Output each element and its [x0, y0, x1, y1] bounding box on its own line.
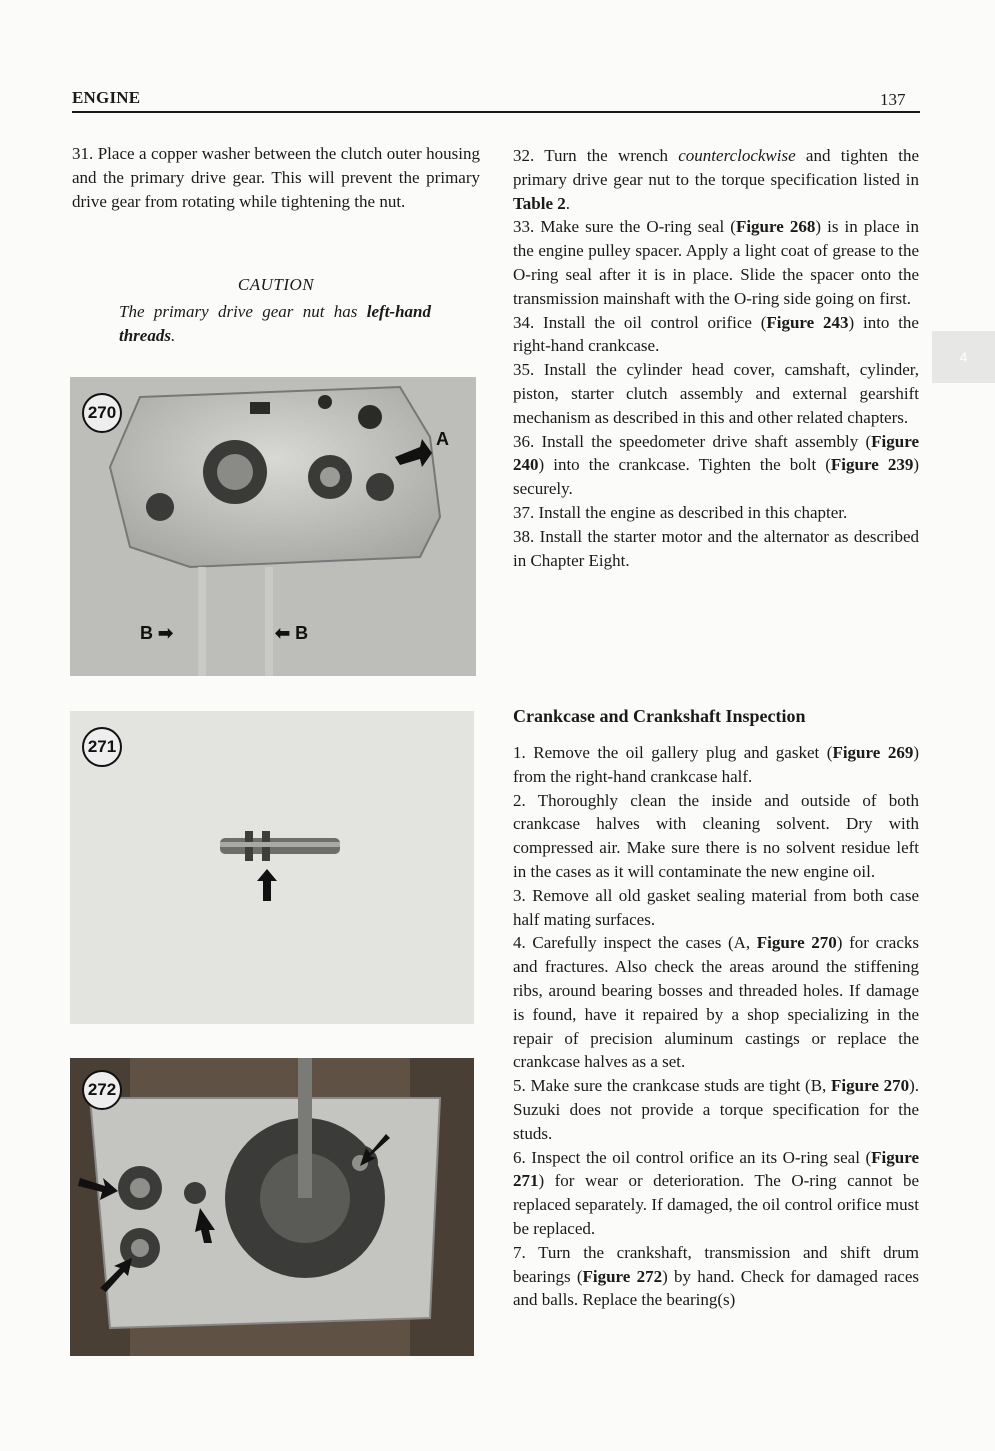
- figure-270-number: 270: [82, 393, 122, 433]
- arrow-left-icon: ⬅: [275, 623, 291, 643]
- left-column: [72, 142, 480, 213]
- step-37: 37. Install the engine as described in this chapter.: [513, 502, 848, 522]
- figure-272-photo: [70, 1058, 474, 1356]
- figure-271-photo: [70, 711, 474, 1024]
- step-34: 34. Install the oil control orifice (Figure 243) into the right-hand crankcase.: [513, 312, 919, 356]
- step-35: 35. Install the cylinder head cover, camshaft, cylinder, piston, starter clutch assembly and external gearshift mechanism as described in this and other related chapters.: [513, 360, 919, 427]
- inspection-step-5: 5. Make sure the crankcase studs are tight (B, Figure 270). Suzuki does not provide a torque specification for the studs.: [513, 1076, 919, 1143]
- step-32: 32. Turn the wrench counterclockwise and tighten the primary drive gear nut to the torque specification listed in Table 2.: [513, 146, 919, 213]
- inspection-step-4: 4. Carefully inspect the cases (A, Figure 270) for cracks and fractures. Also check the areas around the stiffening ribs, around bearing bosses and threaded holes. If damage is found, have it repaired by a shop specializing in the repair of precision aluminum castings or replace the crankcase halves as a set.: [513, 933, 919, 1072]
- caution-text: The primary drive gear nut has left-hand threads.: [119, 302, 431, 345]
- inspection-step-7: 7. Turn the crankshaft, transmission and shift drum bearings (Figure 272) by hand. Check for damaged races and balls. Replace the bearing(s): [513, 1242, 919, 1310]
- step-33: 33. Make sure the O-ring seal (Figure 268) is in place in the engine pulley spacer. Apply a light coat of grease to the O-ring seal after it is in place. Slide the spacer onto the transmission mainshaft with the O-ring side going on first.: [513, 217, 919, 308]
- inspection-steps: [513, 741, 919, 1312]
- step-36: 36. Install the speedometer drive shaft assembly (Figure 240) into the crankcase. Tighten the bolt (Figure 239) securely.: [513, 431, 919, 499]
- figure-272-number: 272: [82, 1070, 122, 1110]
- figure-270-label-b-left: B ➡: [140, 623, 174, 643]
- inspection-step-3: 3. Remove all old gasket sealing material from both case half mating surfaces.: [513, 885, 919, 929]
- section-header: ENGINE: [72, 88, 141, 107]
- inspection-step-2: 2. Thoroughly clean the inside and outside of both crankcase halves with cleaning solvent. Dry with compressed air. Make sure there is no solvent residue left in the cases as it will contaminate the new engine oil.: [513, 790, 919, 881]
- caution-title: CAUTION: [237, 275, 315, 294]
- inspection-step-6: 6. Inspect the oil control orifice an its O-ring seal (Figure 271) for wear or deterioration. The O-ring cannot be replaced separately. If damaged, the oil control orifice must be replaced.: [513, 1147, 919, 1238]
- figure-270-photo: [70, 377, 476, 676]
- figure-270-label-a: A: [436, 429, 449, 449]
- page-number: 137: [880, 90, 906, 109]
- figure-271-number: 271: [82, 727, 122, 767]
- arrow-right-icon: ➡: [158, 623, 174, 643]
- inspection-step-1: 1. Remove the oil gallery plug and gasket (Figure 269) from the right-hand crankcase half.: [513, 743, 919, 786]
- header-rule: [72, 111, 920, 113]
- chapter-thumb-tab: 4: [932, 331, 995, 383]
- step-38: 38. Install the starter motor and the alternator as described in Chapter Eight.: [513, 526, 919, 570]
- step-31: 31. Place a copper washer between the clutch outer housing and the primary drive gear. This will prevent the primary drive gear from rotating while tightening the nut.: [72, 144, 480, 211]
- section-heading: Crankcase and Crankshaft Inspection: [513, 706, 806, 726]
- figure-270-label-b-right: ⬅ B: [275, 623, 309, 643]
- right-column-steps: [513, 144, 919, 572]
- caution-emphasis: left-hand threads: [119, 302, 431, 345]
